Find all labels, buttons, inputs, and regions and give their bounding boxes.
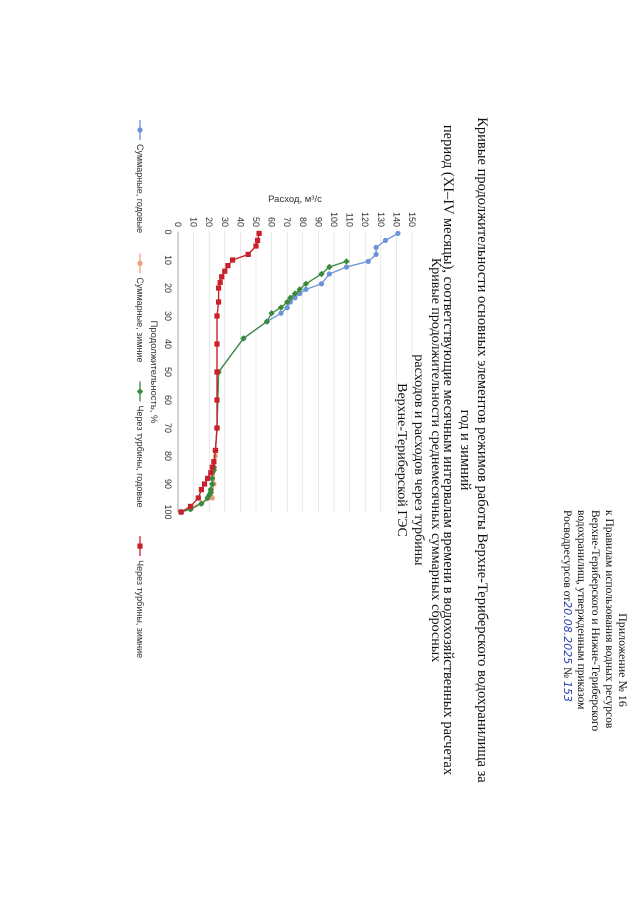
data-point (246, 252, 251, 257)
y-tick-label: 70 (282, 216, 293, 227)
y-tick-label: 60 (266, 216, 277, 227)
series-line (181, 261, 346, 512)
chart-title-line: Кривые продолжительности среднемесячных суммарных сбросных расходов и расходов через турбины (411, 257, 443, 663)
header-line: водохранилищ, утвержденным приказом (575, 510, 587, 710)
x-tick-label: 40 (163, 338, 173, 350)
data-point (253, 243, 258, 248)
y-tick-label: 110 (344, 212, 355, 227)
data-point (303, 287, 308, 292)
appendix-number: Приложение № 16 (616, 613, 630, 707)
y-tick-label: 0 (173, 221, 183, 227)
legend-marker (137, 544, 142, 549)
data-point (268, 310, 274, 316)
x-tick-label: 0 (163, 229, 173, 235)
x-tick-label: 80 (163, 450, 173, 462)
y-tick-label: 50 (251, 216, 261, 227)
data-point (383, 238, 388, 243)
y-tick-label: 20 (204, 216, 215, 227)
data-point (225, 263, 230, 268)
data-point (218, 280, 223, 285)
x-tick-label: 60 (163, 394, 173, 406)
order-number-sign: № (561, 667, 573, 679)
handwritten-order-number: 153 (561, 680, 574, 702)
header-line: Верхне-Териберского и Нижне-Териберского (589, 510, 601, 732)
y-tick-label: 130 (375, 211, 386, 227)
data-point (188, 504, 193, 509)
legend-marker (137, 127, 142, 132)
data-point (257, 231, 262, 236)
title-line: Кривые продолжительности основных элементов режимов работы Верхне-Териберского водохранилища за год и зимний (457, 117, 490, 783)
data-point (278, 311, 283, 316)
x-tick-label: 30 (163, 310, 173, 322)
order-prefix: Росводресурсов от (561, 510, 573, 602)
legend-label: Через турбины, зимние (135, 560, 145, 659)
header-line: к Правилам использования водных ресурсов (603, 510, 615, 729)
legend-label: Суммарные, годовые (135, 144, 145, 234)
data-point (214, 425, 219, 430)
data-point (285, 305, 290, 310)
y-axis-label: Расход, м³/с (268, 194, 322, 205)
data-point (214, 397, 219, 402)
x-axis-label: Продолжительность, % (148, 320, 159, 424)
data-point (216, 285, 221, 290)
legend-marker (137, 388, 143, 394)
data-point (216, 299, 221, 304)
data-point (230, 257, 235, 262)
y-tick-label: 10 (188, 216, 199, 227)
y-tick-label: 90 (313, 216, 324, 227)
x-tick-label: 10 (163, 254, 173, 266)
x-tick-label: 90 (163, 478, 173, 490)
data-point (255, 238, 260, 243)
data-point (395, 231, 400, 236)
y-tick-label: 120 (360, 211, 371, 227)
y-tick-label: 100 (329, 211, 339, 227)
data-point (196, 495, 201, 500)
chart-title-line: Верхне-Териберской ГЭС (394, 383, 409, 537)
data-point (208, 470, 213, 475)
data-point (222, 269, 227, 274)
data-point (214, 369, 219, 374)
x-tick-label: 20 (163, 282, 173, 294)
data-point (214, 313, 219, 318)
title-line: период (XI–IV месяцы), соответствующие месячным интервалам времени в водохозяйственных расчетах (440, 124, 456, 776)
legend-label: Суммарные, зимние (135, 277, 145, 363)
data-point (374, 245, 379, 250)
y-tick-label: 150 (407, 211, 417, 227)
data-point (205, 476, 210, 481)
data-point (343, 258, 349, 264)
y-tick-label: 40 (235, 216, 246, 227)
data-point (319, 281, 324, 286)
data-point (202, 481, 207, 486)
data-point (219, 274, 224, 279)
data-point (344, 264, 349, 269)
handwritten-order-date: 20.08.2025 (561, 601, 574, 665)
legend-marker (137, 261, 142, 266)
data-point (179, 509, 184, 514)
data-point (199, 487, 204, 492)
data-point (213, 448, 218, 453)
legend-label: Через турбины, годовые (135, 405, 145, 508)
x-tick-label: 100 (163, 504, 173, 520)
data-point (210, 465, 215, 470)
y-tick-label: 80 (297, 216, 308, 227)
y-tick-label: 140 (391, 211, 402, 227)
data-point (211, 459, 216, 464)
data-point (366, 259, 371, 264)
x-tick-label: 70 (163, 422, 173, 434)
data-point (214, 341, 219, 346)
data-point (374, 252, 379, 257)
x-tick-label: 50 (163, 366, 173, 378)
y-tick-label: 30 (219, 216, 230, 227)
data-point (327, 271, 332, 276)
